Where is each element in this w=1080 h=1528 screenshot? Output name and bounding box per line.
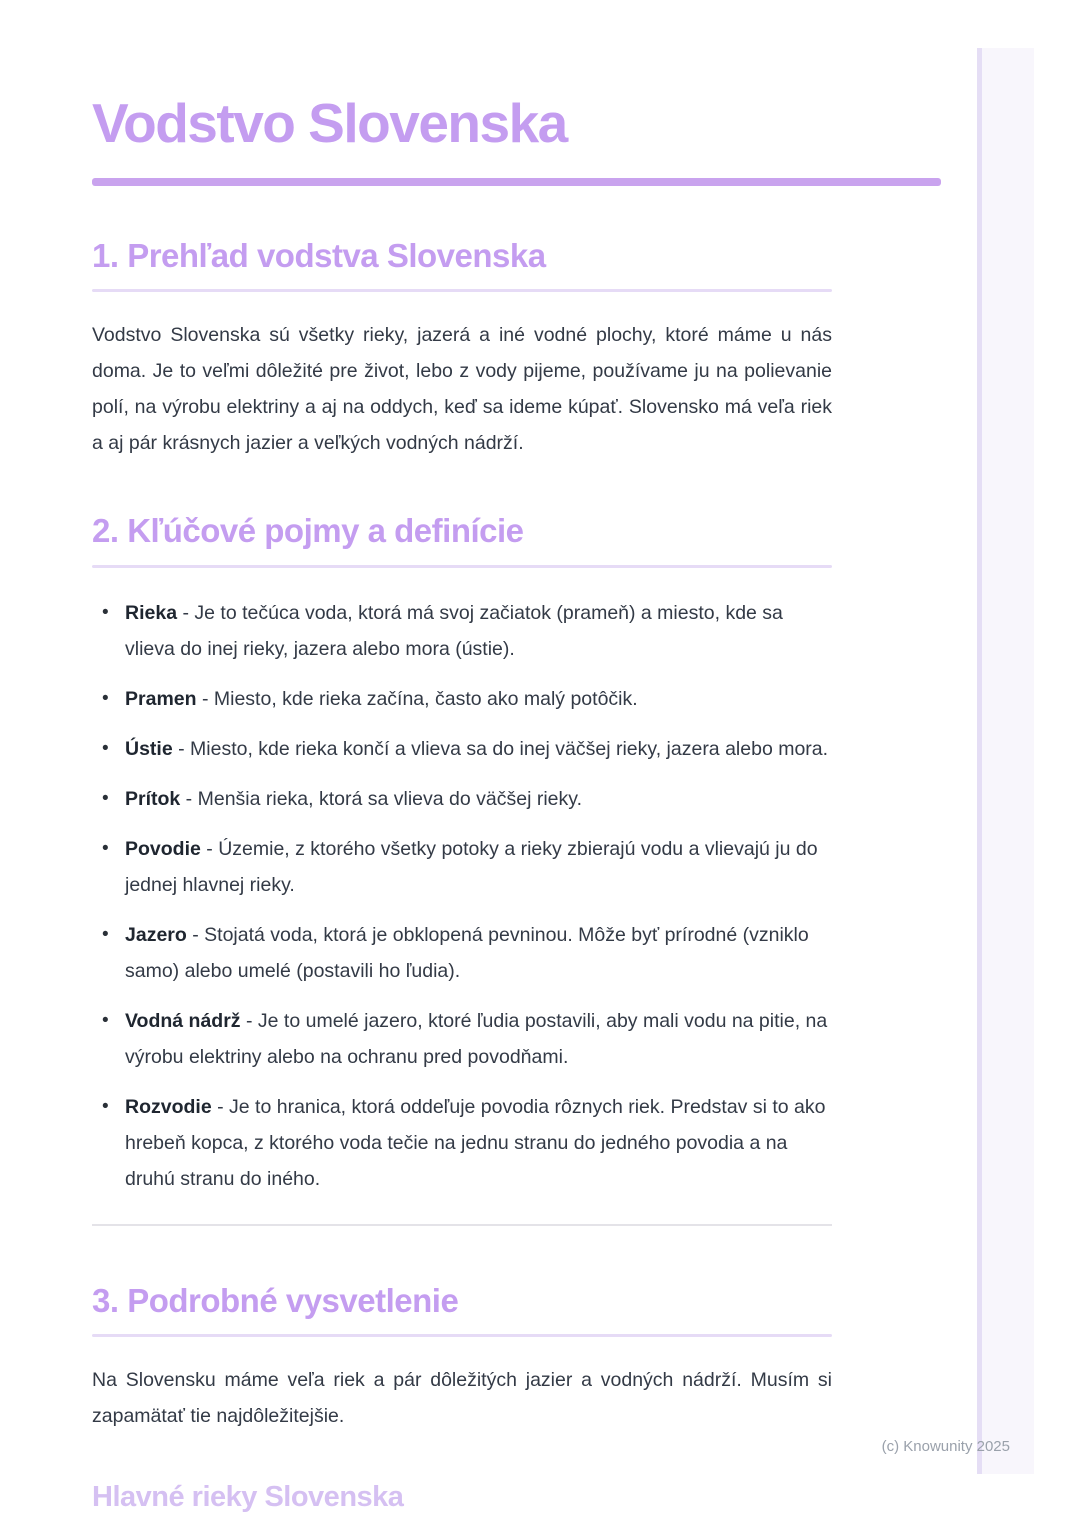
- bullet-icon: •: [102, 737, 109, 759]
- bullet-icon: •: [102, 601, 109, 623]
- section-heading-3: 3. Podrobné vysvetlenie: [92, 1281, 459, 1319]
- terms-list: [92, 595, 832, 1197]
- term-definition: Miesto, kde rieka začína, často ako malý potôčik.: [213, 687, 638, 710]
- term-name: Povodie: [125, 837, 201, 860]
- term-definition: Stojatá voda, ktorá je obklopená pevninou. Môže byť prírodné (vzniklo samo) alebo umelé (postavili ho ľudia).: [125, 923, 809, 982]
- section-divider: [92, 1224, 832, 1226]
- section-heading-2-rule: [92, 565, 832, 568]
- bullet-icon: •: [102, 837, 109, 859]
- term-separator: -: [186, 923, 205, 946]
- term-list-item: [92, 731, 832, 767]
- term-definition: Menšia rieka, ktorá sa vlieva do väčšej rieky.: [197, 787, 582, 810]
- section-3-paragraph: Na Slovensku máme veľa riek a pár dôležitých jazier a vodných nádrží. Musím si zapamätať tie najdôležitejšie.: [92, 1368, 832, 1427]
- term-list-item: [92, 831, 832, 903]
- term-name: Ústie: [125, 737, 173, 760]
- side-accent-bar: [977, 48, 1034, 1474]
- term-name: Rieka: [125, 601, 178, 624]
- term-list-item: [92, 1003, 832, 1075]
- term-list-item: [92, 917, 832, 989]
- title-divider: [92, 178, 941, 186]
- term-definition: Je to hranica, ktorá oddeľuje povodia rôznych riek. Predstav si to ako hrebeň kopca, z ktorého voda tečie na jednu stranu do jedného povodia a na druhú stranu do iného.: [125, 1095, 826, 1190]
- section-heading-3-rule: [92, 1334, 832, 1337]
- term-separator: -: [240, 1009, 258, 1032]
- section-heading-1: 1. Prehľad vodstva Slovenska: [92, 237, 546, 274]
- term-name: Pramen: [125, 687, 197, 710]
- term-definition: Je to tečúca voda, ktorá má svoj začiatok (prameň) a miesto, kde sa vlieva do inej rieky, jazera alebo mora (ústie).: [125, 601, 783, 660]
- term-name: Prítok: [125, 787, 181, 810]
- term-separator: -: [211, 1095, 230, 1118]
- term-list-item: [92, 1089, 832, 1197]
- term-list-item: [92, 781, 832, 817]
- term-separator: -: [180, 787, 198, 810]
- bullet-icon: •: [102, 1009, 109, 1031]
- bullet-icon: •: [102, 1095, 109, 1117]
- term-separator: -: [177, 601, 195, 624]
- bullet-icon: •: [102, 787, 109, 809]
- term-definition: Miesto, kde rieka končí a vlieva sa do inej väčšej rieky, jazera alebo mora.: [190, 737, 829, 760]
- subheading-main-rivers: Hlavné rieky Slovenska: [92, 1480, 404, 1513]
- term-definition: Územie, z ktorého všetky potoky a rieky zbierajú vodu a vlievajú ju do jednej hlavnej rieky.: [125, 837, 818, 896]
- section-heading-2: 2. Kľúčové pojmy a definície: [92, 512, 524, 550]
- term-list-item: [92, 681, 832, 717]
- term-separator: -: [196, 687, 214, 710]
- page-title: Vodstvo Slovenska: [92, 92, 567, 154]
- copyright-footer: (c) Knowunity 2025: [881, 1438, 1010, 1455]
- document-page: [92, 0, 941, 1514]
- term-name: Rozvodie: [125, 1095, 212, 1118]
- bullet-icon: •: [102, 923, 109, 945]
- term-separator: -: [200, 837, 219, 860]
- bullet-icon: •: [102, 687, 109, 709]
- term-list-item: [92, 595, 832, 667]
- term-name: Jazero: [125, 923, 187, 946]
- term-definition: Je to umelé jazero, ktoré ľudia postavili, aby mali vodu na pitie, na výrobu elektriny alebo na ochranu pred povodňami.: [125, 1009, 828, 1068]
- term-separator: -: [172, 737, 191, 760]
- term-name: Vodná nádrž: [125, 1009, 241, 1032]
- section-heading-1-rule: [92, 289, 832, 292]
- section-1-paragraph: Vodstvo Slovenska sú všetky rieky, jazerá a iné vodné plochy, ktoré máme u nás doma. Je to veľmi dôležité pre život, lebo z vody pijeme, používame ju na polievanie polí, na výrobu elektriny a aj na oddych, keď sa ideme kúpať. Slovensko má veľa riek a aj pár krásnych jazier a veľkých vodných nádrží.: [92, 324, 832, 455]
